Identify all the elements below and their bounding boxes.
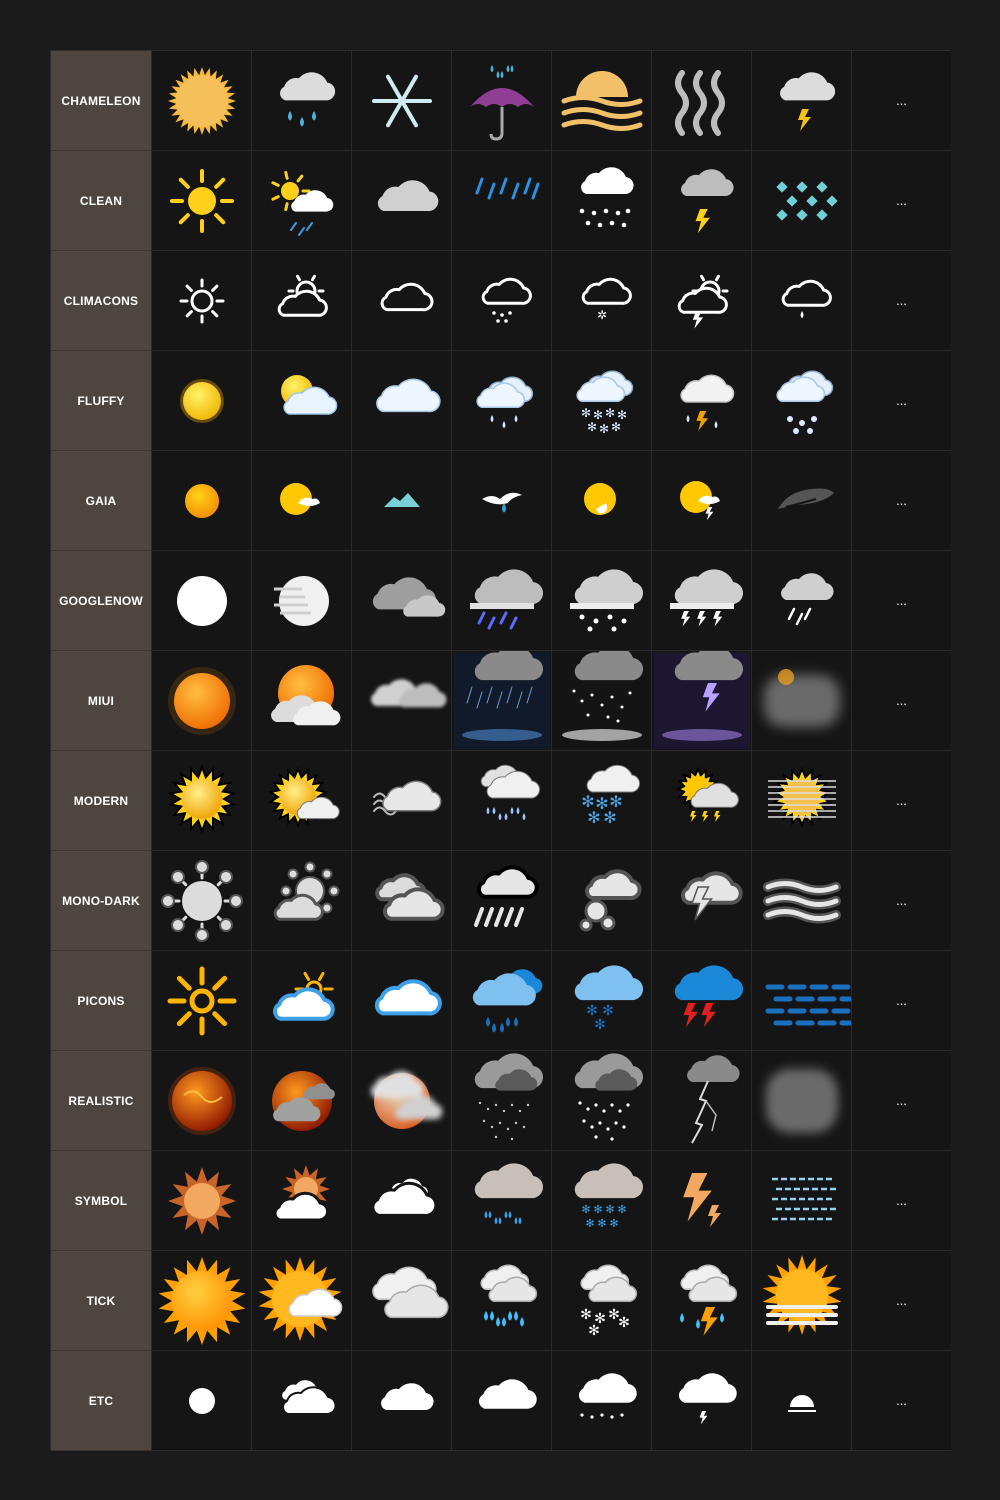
- icon-cell: [751, 451, 851, 551]
- icon-cell: [551, 951, 651, 1051]
- theme-label: MONO-DARK: [51, 851, 151, 951]
- icon-cell: [651, 251, 751, 351]
- partly-cloudy-icon: [252, 751, 352, 851]
- more-icons-ellipsis: ...: [851, 951, 951, 1051]
- icon-cell: [251, 651, 351, 751]
- icon-cell: [751, 1151, 851, 1251]
- svg-text:✻: ✻: [588, 1323, 600, 1339]
- icon-cell: [151, 651, 251, 751]
- more-icons-ellipsis: ...: [851, 1051, 951, 1151]
- thunderstorm-icon: [652, 551, 752, 651]
- theme-label: CLIMACONS: [51, 251, 151, 351]
- rain-icon: [452, 751, 552, 851]
- icon-cell: [451, 251, 551, 351]
- thunderstorm-icon: [652, 1051, 752, 1151]
- icon-cell: [351, 1251, 451, 1351]
- rain-icon: [452, 1351, 552, 1451]
- icon-cell: [551, 351, 651, 451]
- icon-cell: [451, 951, 551, 1051]
- partly-cloudy-icon: [252, 151, 352, 251]
- drizzle-icon: [752, 551, 852, 651]
- more-icons-ellipsis: ...: [851, 451, 951, 551]
- icon-cell: [251, 351, 351, 451]
- icon-cell: [551, 1151, 651, 1251]
- icon-cell: [351, 551, 451, 651]
- partly-cloudy-icon: [252, 1351, 352, 1451]
- snow-icon: [552, 651, 652, 751]
- icon-cell: [751, 851, 851, 951]
- icon-cell: [751, 751, 851, 851]
- thunderstorm-icon: [652, 1351, 752, 1451]
- cloud-icon: [352, 1151, 452, 1251]
- icon-cell: [351, 751, 451, 851]
- rain-icon: [452, 951, 552, 1051]
- fog-icon: [752, 851, 852, 951]
- theme-row-modern: [51, 751, 951, 851]
- rain-cloud-icon: [252, 51, 352, 151]
- snow-icon: [552, 1051, 652, 1151]
- rain-icon: [452, 1051, 552, 1151]
- icon-cell: [551, 1051, 651, 1151]
- rain-icon: [452, 151, 552, 251]
- rain-icon: [452, 451, 552, 551]
- sun-icon: [152, 451, 252, 551]
- icon-cell: [651, 151, 751, 251]
- icon-cell: [651, 451, 751, 551]
- icon-cell: [551, 251, 651, 351]
- icon-cell: [651, 1051, 751, 1151]
- svg-text:✻: ✻: [598, 422, 610, 436]
- thunderstorm-icon: [652, 851, 752, 951]
- icon-cell: [151, 1351, 251, 1451]
- theme-label: REALISTIC: [51, 1051, 151, 1151]
- more-icons-ellipsis: ...: [851, 1151, 951, 1251]
- partly-cloudy-icon: [252, 351, 352, 451]
- rain-icon: [452, 851, 552, 951]
- more-icons-ellipsis: ...: [851, 851, 951, 951]
- icon-cell: [551, 651, 651, 751]
- theme-row-googlenow: [51, 551, 951, 651]
- svg-text:✻: ✻: [610, 420, 622, 434]
- icon-cell: [651, 51, 751, 151]
- svg-text:✻: ✻: [581, 1203, 591, 1216]
- icon-cell: [751, 1351, 851, 1451]
- thunderstorm-icon: [652, 1151, 752, 1251]
- icon-cell: [451, 451, 551, 551]
- icon-cell: [151, 751, 251, 851]
- theme-label: GOOGLENOW: [51, 551, 151, 651]
- icon-cell: [451, 1051, 551, 1151]
- partly-cloudy-icon: [252, 851, 352, 951]
- theme-label: FLUFFY: [51, 351, 151, 451]
- icon-cell: [251, 51, 351, 151]
- icon-cell: [151, 1251, 251, 1351]
- icon-cell: [251, 1051, 351, 1151]
- svg-text:✻: ✻: [581, 792, 595, 811]
- theme-label: MIUI: [51, 651, 151, 751]
- cloud-icon: [352, 251, 452, 351]
- icon-cell: [651, 1151, 751, 1251]
- icon-cell: [151, 51, 251, 151]
- fog-icon: [252, 551, 352, 651]
- theme-row-etc: [51, 1351, 951, 1451]
- theme-row-climacons: [51, 251, 951, 351]
- thunderstorm-icon: [652, 451, 752, 551]
- icon-cell: [751, 51, 851, 151]
- icon-cell: [751, 551, 851, 651]
- svg-text:✻: ✻: [586, 1003, 598, 1019]
- theme-label: SYMBOL: [51, 1151, 151, 1251]
- svg-text:✻: ✻: [609, 1217, 619, 1230]
- theme-row-gaia: [51, 451, 951, 551]
- theme-label: ETC: [51, 1351, 151, 1451]
- cloud-icon: [352, 651, 452, 751]
- fog-icon: [752, 1051, 852, 1151]
- fog-icon: [752, 1351, 852, 1451]
- fog-icon: [752, 1251, 852, 1351]
- more-icons-ellipsis: ...: [851, 151, 951, 251]
- icon-cell: [251, 1351, 351, 1451]
- sleet-icon: [752, 151, 852, 251]
- icon-cell: [751, 151, 851, 251]
- sun-icon: [552, 451, 652, 551]
- icon-cell: [351, 451, 451, 551]
- icon-cell: [751, 951, 851, 1051]
- snow-icon: [552, 751, 652, 851]
- snow-icon: [552, 1351, 652, 1451]
- snow-icon: [552, 251, 652, 351]
- icon-cell: [751, 251, 851, 351]
- svg-text:✻: ✻: [618, 1315, 630, 1331]
- icon-cell: [651, 1351, 751, 1451]
- icon-cell: [451, 851, 551, 951]
- more-icons-ellipsis: ...: [851, 751, 951, 851]
- icon-cell: [451, 1251, 551, 1351]
- sun-icon: [152, 251, 252, 351]
- more-icons-ellipsis: ...: [851, 551, 951, 651]
- sun-icon: [152, 1351, 252, 1451]
- svg-text:✻: ✻: [580, 1307, 592, 1323]
- heat-waves-icon: [652, 51, 752, 151]
- icon-cell: [751, 1051, 851, 1151]
- icon-cell: [551, 1351, 651, 1451]
- partly-cloudy-icon: [252, 251, 352, 351]
- icon-cell: [351, 151, 451, 251]
- theme-label: PICONS: [51, 951, 151, 1051]
- sun-icon: [152, 51, 252, 151]
- icon-cell: [551, 751, 651, 851]
- icon-cell: [151, 451, 251, 551]
- drizzle-icon: [452, 251, 552, 351]
- icon-cell: [551, 151, 651, 251]
- icon-cell: [151, 551, 251, 651]
- partly-cloudy-icon: [252, 651, 352, 751]
- theme-row-symbol: [51, 1151, 951, 1251]
- icon-cell: [451, 751, 551, 851]
- icon-cell: [151, 251, 251, 351]
- fog-icon: [752, 451, 852, 551]
- icon-cell: [151, 1151, 251, 1251]
- icon-cell: [651, 751, 751, 851]
- icon-cell: [651, 951, 751, 1051]
- rain-icon: [452, 1251, 552, 1351]
- icon-cell: [551, 1251, 651, 1351]
- icon-cell: [151, 151, 251, 251]
- thunder-cloud-icon: [752, 51, 852, 151]
- svg-text:✲: ✲: [596, 308, 608, 322]
- icon-cell: [651, 851, 751, 951]
- more-icons-ellipsis: ...: [851, 1251, 951, 1351]
- icon-cell: [351, 951, 451, 1051]
- hail-icon: [752, 351, 852, 451]
- svg-text:✻: ✻: [602, 1003, 614, 1019]
- icon-cell: [351, 251, 451, 351]
- thunderstorm-icon: [652, 751, 752, 851]
- svg-text:✻: ✻: [592, 408, 604, 422]
- svg-text:✻: ✻: [594, 1311, 606, 1327]
- icon-cell: [451, 551, 551, 651]
- fog-icon: [752, 651, 852, 751]
- thunderstorm-icon: [652, 651, 752, 751]
- svg-text:✻: ✻: [603, 808, 617, 827]
- umbrella-icon: [452, 51, 552, 151]
- theme-row-realistic: [51, 1051, 951, 1151]
- svg-text:✻: ✻: [585, 1217, 595, 1230]
- icon-cell: [251, 1251, 351, 1351]
- icon-cell: [651, 351, 751, 451]
- rain-icon: [452, 651, 552, 751]
- cloud-icon: [352, 1251, 452, 1351]
- wind-icon: [352, 751, 452, 851]
- icon-cell: [451, 351, 551, 451]
- theme-label: GAIA: [51, 451, 151, 551]
- thunderstorm-icon: [652, 351, 752, 451]
- icon-cell: [251, 851, 351, 951]
- icon-cell: [551, 451, 651, 551]
- cloud-icon: [352, 351, 452, 451]
- icon-cell: [251, 151, 351, 251]
- haze-icon: [552, 51, 652, 151]
- svg-text:✻: ✻: [586, 420, 598, 434]
- snow-icon: [552, 1251, 652, 1351]
- more-icons-ellipsis: ...: [851, 351, 951, 451]
- icon-cell: [151, 351, 251, 451]
- rain-icon: [452, 551, 552, 651]
- icon-cell: [351, 851, 451, 951]
- snowflake-icon: [352, 51, 452, 151]
- svg-text:✻: ✻: [580, 406, 592, 420]
- partly-cloudy-icon: [252, 1151, 352, 1251]
- sun-icon: [152, 551, 252, 651]
- icon-cell: [251, 551, 351, 651]
- sun-icon: [152, 851, 252, 951]
- theme-row-clean: [51, 151, 951, 251]
- theme-row-picons: [51, 951, 951, 1051]
- theme-row-chameleon: [51, 51, 951, 151]
- sun-icon: [152, 651, 252, 751]
- sun-icon: [152, 751, 252, 851]
- rain-drop-icon: [752, 251, 852, 351]
- svg-text:✻: ✻: [609, 792, 623, 811]
- icon-cell: [551, 551, 651, 651]
- svg-text:✻: ✻: [608, 1307, 620, 1323]
- snow-icon: [552, 951, 652, 1051]
- theme-label: TICK: [51, 1251, 151, 1351]
- icon-cell: [351, 351, 451, 451]
- rain-icon: [452, 351, 552, 451]
- icon-cell: [451, 51, 551, 151]
- sun-icon: [152, 1151, 252, 1251]
- theme-row-tick: [51, 1251, 951, 1351]
- fog-icon: [752, 751, 852, 851]
- svg-text:✻: ✻: [617, 1203, 627, 1216]
- icon-cell: [551, 51, 651, 151]
- svg-text:✻: ✻: [594, 1017, 606, 1033]
- more-icons-ellipsis: ...: [851, 251, 951, 351]
- cloud-icon: [352, 151, 452, 251]
- thunderstorm-icon: [652, 951, 752, 1051]
- icon-cell: [751, 651, 851, 751]
- partly-cloudy-icon: [252, 951, 352, 1051]
- more-icons-ellipsis: ...: [851, 651, 951, 751]
- more-icons-ellipsis: ...: [851, 51, 951, 151]
- icon-cell: [551, 851, 651, 951]
- svg-text:✻: ✻: [605, 1203, 615, 1216]
- icon-cell: [251, 1151, 351, 1251]
- icon-cell: [351, 1051, 451, 1151]
- partly-cloudy-icon: [252, 1051, 352, 1151]
- thunderstorm-icon: [652, 1251, 752, 1351]
- svg-text:✻: ✻: [593, 1203, 603, 1216]
- theme-label: MODERN: [51, 751, 151, 851]
- icon-cell: [251, 751, 351, 851]
- sun-icon: [152, 1051, 252, 1151]
- icon-cell: [451, 151, 551, 251]
- icon-cell: [451, 1351, 551, 1451]
- fog-icon: [752, 951, 852, 1051]
- icon-cell: [451, 1151, 551, 1251]
- thunderstorm-icon: [652, 151, 752, 251]
- icon-cell: [251, 951, 351, 1051]
- cloud-icon: [352, 1351, 452, 1451]
- icon-cell: [351, 1351, 451, 1451]
- more-icons-ellipsis: ...: [851, 1351, 951, 1451]
- icon-cell: [451, 651, 551, 751]
- theme-label: CLEAN: [51, 151, 151, 251]
- sun-icon: [152, 1251, 252, 1351]
- icon-cell: [751, 1251, 851, 1351]
- svg-text:✻: ✻: [597, 1217, 607, 1230]
- snow-icon: [552, 151, 652, 251]
- icon-cell: [651, 651, 751, 751]
- icon-cell: [651, 1251, 751, 1351]
- sun-icon: [152, 951, 252, 1051]
- svg-text:✻: ✻: [604, 406, 616, 420]
- theme-label: CHAMELEON: [51, 51, 151, 151]
- svg-text:✻: ✻: [587, 808, 601, 827]
- partly-cloudy-icon: [252, 451, 352, 551]
- snow-icon: [552, 551, 652, 651]
- icon-cell: [651, 551, 751, 651]
- snow-icon: [552, 351, 652, 451]
- icon-cell: [251, 251, 351, 351]
- ice-icon: [352, 451, 452, 551]
- cloud-icon: [352, 851, 452, 951]
- thunderstorm-icon: [652, 251, 752, 351]
- snow-icon: [552, 1151, 652, 1251]
- theme-row-fluffy: [51, 351, 951, 451]
- partly-cloudy-icon: [252, 1251, 352, 1351]
- cloud-icon: [352, 551, 452, 651]
- icon-cell: [351, 651, 451, 751]
- cloud-icon: [352, 1051, 452, 1151]
- fog-icon: [752, 1151, 852, 1251]
- icon-cell: [351, 51, 451, 151]
- icon-cell: [251, 451, 351, 551]
- sun-icon: [152, 151, 252, 251]
- sun-icon: [152, 351, 252, 451]
- theme-row-mono-dark: [51, 851, 951, 951]
- svg-text:✻: ✻: [595, 794, 609, 813]
- icon-cell: [151, 1051, 251, 1151]
- theme-row-miui: [51, 651, 951, 751]
- svg-text:✻: ✻: [616, 408, 628, 422]
- cloud-icon: [352, 951, 452, 1051]
- icon-cell: [151, 951, 251, 1051]
- icon-cell: [151, 851, 251, 951]
- hail-icon: [552, 851, 652, 951]
- rain-icon: [452, 1151, 552, 1251]
- icon-theme-grid: [50, 50, 950, 1450]
- icon-cell: [351, 1151, 451, 1251]
- icon-cell: [751, 351, 851, 451]
